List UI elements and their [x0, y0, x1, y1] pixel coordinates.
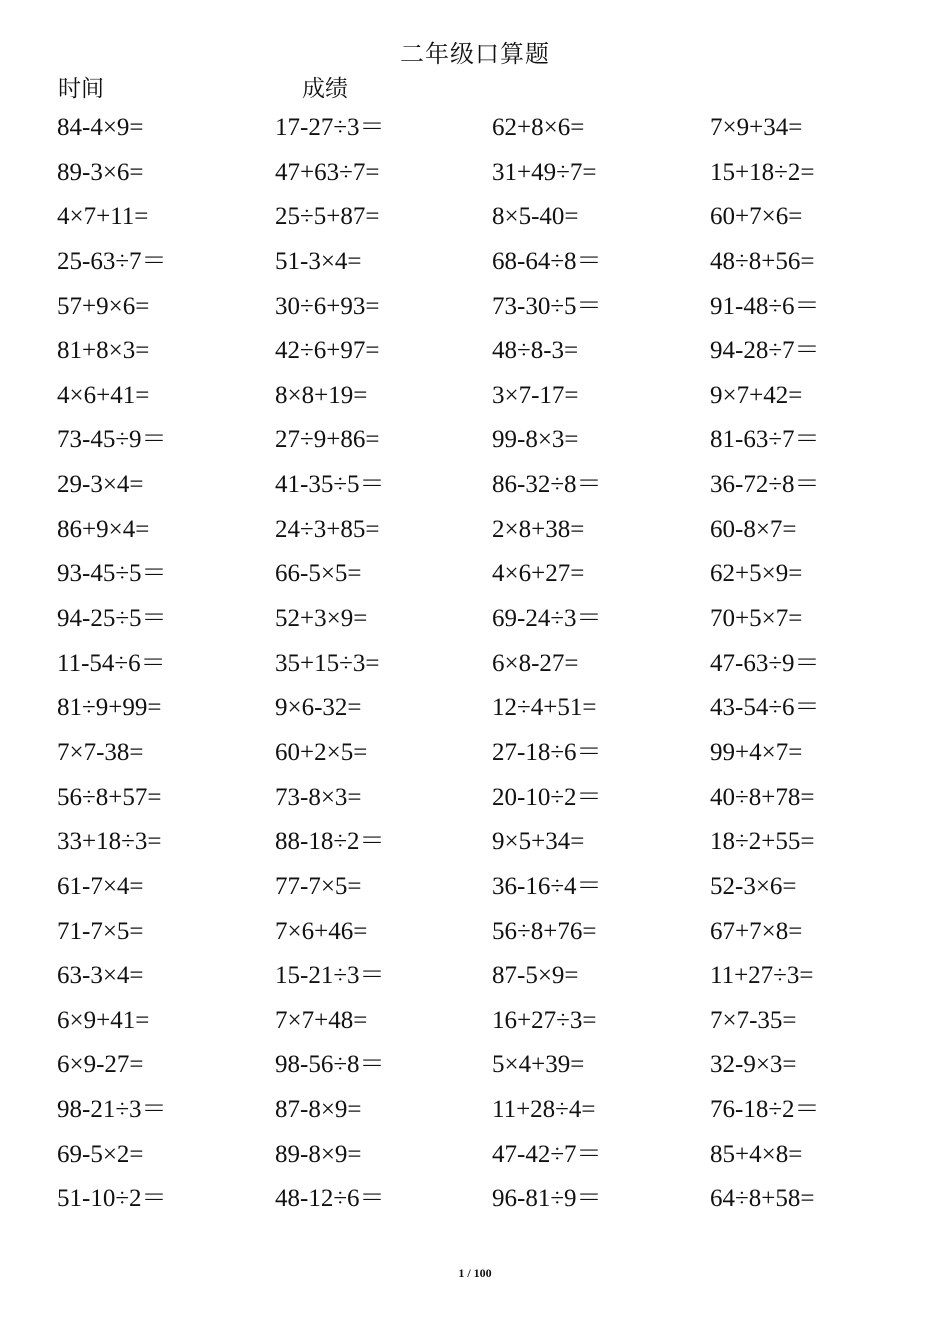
math-problem: 52+3×9= [275, 605, 368, 633]
math-problem: 69-24÷3＝ [492, 605, 602, 633]
math-problem: 18÷2+55= [710, 828, 815, 856]
math-problem: 47+63÷7= [275, 158, 380, 186]
math-problem: 51-10÷2＝ [57, 1185, 167, 1213]
math-problem: 89-8×9= [275, 1140, 362, 1168]
math-problem: 87-8×9= [275, 1096, 362, 1124]
math-problem: 48-12÷6＝ [275, 1185, 385, 1213]
math-problem: 6×8-27= [492, 649, 579, 677]
math-problem: 7×7-35= [710, 1006, 797, 1034]
math-problem: 62+8×6= [492, 114, 585, 141]
math-problem: 85+4×8= [710, 1140, 803, 1168]
math-problem: 62+5×9= [710, 560, 803, 588]
math-problem: 15-21÷3＝ [275, 962, 385, 990]
math-problem: 7×9+34= [710, 114, 803, 141]
math-problem: 81+8×3= [57, 337, 150, 365]
page-title: 二年级口算题 [400, 40, 550, 68]
math-problem: 25-63÷7＝ [57, 247, 167, 275]
math-problem: 52-3×6= [710, 872, 797, 900]
page-indicator: 1 / 100 [458, 1266, 492, 1280]
math-problem: 6×9+41= [57, 1006, 150, 1034]
math-problem: 31+49÷7= [492, 158, 597, 186]
math-problem: 69-5×2= [57, 1140, 144, 1168]
math-problem: 47-42÷7＝ [492, 1140, 602, 1168]
math-problem: 63-3×4= [57, 962, 144, 990]
math-problem: 60+7×6= [710, 203, 803, 231]
math-problem: 91-48÷6＝ [710, 292, 820, 320]
score-label: 成绩 [302, 76, 348, 102]
math-problem: 81÷9+99= [57, 694, 162, 722]
problem-grid [57, 106, 927, 1222]
math-problem: 81-63÷7＝ [710, 426, 820, 454]
math-problem: 61-7×4= [57, 872, 144, 900]
math-problem: 27-18÷6＝ [492, 738, 602, 766]
math-problem: 36-72÷8＝ [710, 471, 820, 499]
math-problem: 9×6-32= [275, 694, 362, 722]
math-problem: 24÷3+85= [275, 515, 380, 543]
math-problem: 7×6+46= [275, 917, 368, 945]
math-problem: 76-18÷2＝ [710, 1096, 820, 1124]
math-problem: 57+9×6= [57, 292, 150, 320]
math-problem: 16+27÷3= [492, 1006, 597, 1034]
math-problem: 4×6+41= [57, 381, 150, 409]
math-problem: 29-3×4= [57, 471, 144, 499]
math-problem: 32-9×3= [710, 1051, 797, 1079]
math-problem: 35+15÷3= [275, 649, 380, 677]
math-problem: 77-7×5= [275, 872, 362, 900]
math-problem: 36-16÷4＝ [492, 872, 602, 900]
math-problem: 43-54÷6＝ [710, 694, 820, 722]
math-problem: 11+27÷3= [710, 962, 814, 990]
math-problem: 4×6+27= [492, 560, 585, 588]
math-problem: 86-32÷8＝ [492, 471, 602, 499]
math-problem: 84-4×9= [57, 114, 144, 141]
math-problem: 41-35÷5＝ [275, 471, 385, 499]
math-problem: 30÷6+93= [275, 292, 380, 320]
math-problem: 73-45÷9＝ [57, 426, 167, 454]
math-problem: 94-25÷5＝ [57, 605, 167, 633]
math-problem: 8×8+19= [275, 381, 368, 409]
math-problem: 17-27÷3＝ [275, 114, 385, 141]
math-problem: 6×9-27= [57, 1051, 144, 1079]
math-problem: 3×7-17= [492, 381, 579, 409]
math-problem: 33+18÷3= [57, 828, 162, 856]
math-problem: 99+4×7= [710, 738, 803, 766]
math-problem: 87-5×9= [492, 962, 579, 990]
math-problem: 51-3×4= [275, 247, 362, 275]
math-problem: 48÷8+56= [710, 247, 815, 275]
math-problem: 56÷8+76= [492, 917, 597, 945]
math-problem: 48÷8-3= [492, 337, 579, 365]
math-problem: 98-21÷3＝ [57, 1096, 167, 1124]
math-problem: 40÷8+78= [710, 783, 815, 811]
math-problem: 60-8×7= [710, 515, 797, 543]
math-problem: 27÷9+86= [275, 426, 380, 454]
math-problem: 96-81÷9＝ [492, 1185, 602, 1213]
math-problem: 15+18÷2= [710, 158, 815, 186]
math-problem: 12÷4+51= [492, 694, 597, 722]
math-problem: 4×7+11= [57, 203, 149, 231]
math-problem: 73-30÷5＝ [492, 292, 602, 320]
math-problem: 47-63÷9＝ [710, 649, 820, 677]
math-problem: 5×4+39= [492, 1051, 585, 1079]
math-problem: 11-54÷6＝ [57, 649, 166, 677]
math-problem: 64÷8+58= [710, 1185, 815, 1213]
math-problem: 9×5+34= [492, 828, 585, 856]
math-problem: 42÷6+97= [275, 337, 380, 365]
time-label: 时间 [58, 76, 104, 102]
math-problem: 88-18÷2＝ [275, 828, 385, 856]
math-problem: 9×7+42= [710, 381, 803, 409]
math-problem: 2×8+38= [492, 515, 585, 543]
math-problem: 56÷8+57= [57, 783, 162, 811]
math-problem: 66-5×5= [275, 560, 362, 588]
math-problem: 68-64÷8＝ [492, 247, 602, 275]
math-problem: 93-45÷5＝ [57, 560, 167, 588]
math-problem: 7×7-38= [57, 738, 144, 766]
math-problem: 8×5-40= [492, 203, 579, 231]
math-problem: 11+28÷4= [492, 1096, 596, 1124]
math-problem: 89-3×6= [57, 158, 144, 186]
math-problem: 70+5×7= [710, 605, 803, 633]
math-problem: 71-7×5= [57, 917, 144, 945]
math-problem: 20-10÷2＝ [492, 783, 602, 811]
math-problem: 98-56÷8＝ [275, 1051, 385, 1079]
math-problem: 7×7+48= [275, 1006, 368, 1034]
math-problem: 25÷5+87= [275, 203, 380, 231]
math-problem: 60+2×5= [275, 738, 368, 766]
math-problem: 67+7×8= [710, 917, 803, 945]
math-problem: 94-28÷7＝ [710, 337, 820, 365]
math-problem: 86+9×4= [57, 515, 150, 543]
math-problem: 99-8×3= [492, 426, 579, 454]
math-problem: 73-8×3= [275, 783, 362, 811]
